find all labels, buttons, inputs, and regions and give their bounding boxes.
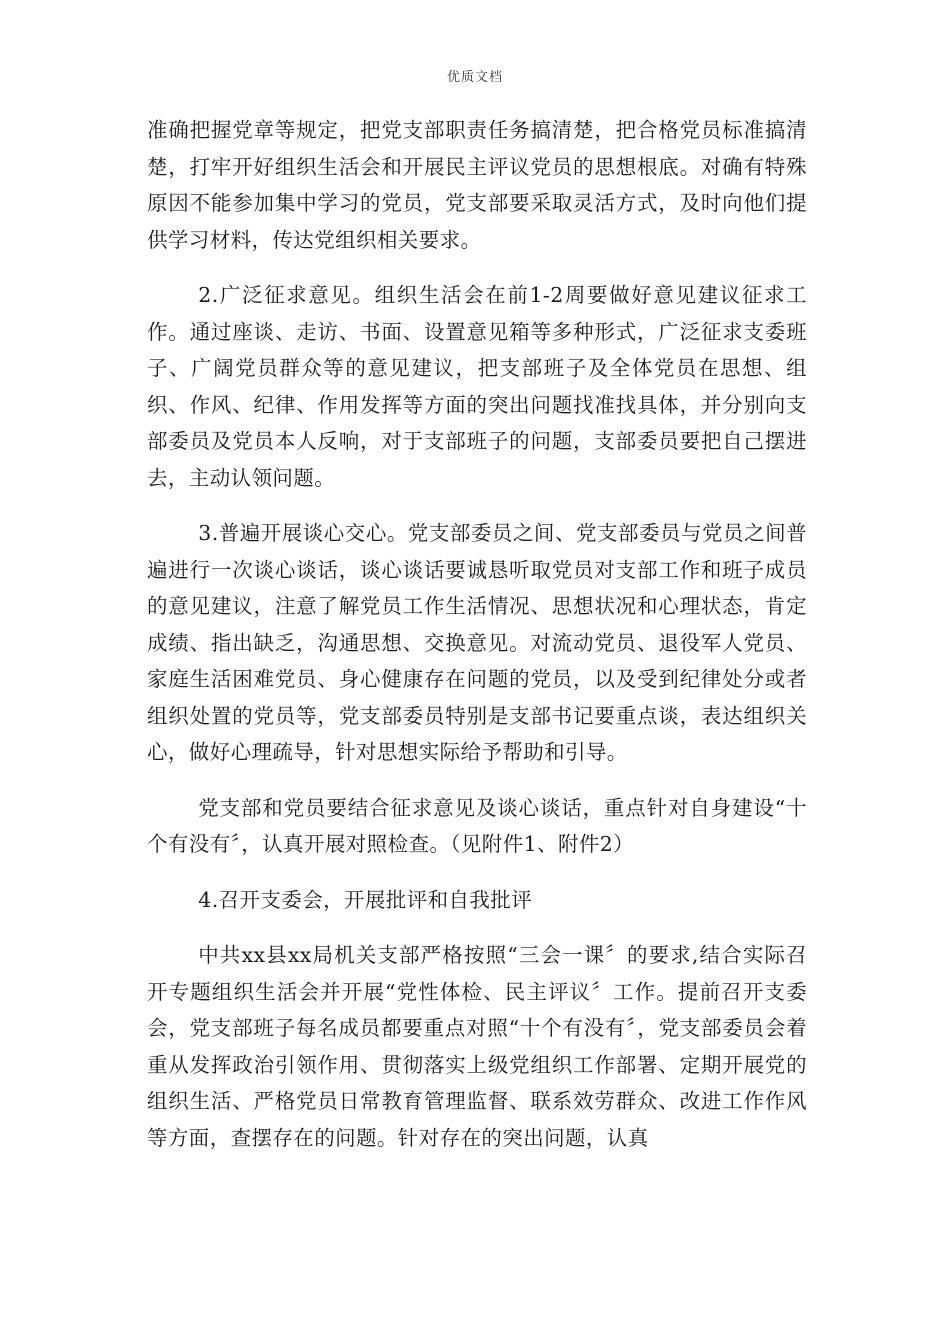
document-body (147, 112, 807, 1156)
section-heading-committee-meeting: 4.召开支委会，开展批评和自我批评 (198, 887, 533, 912)
paragraph-continuation: 准确把握党章等规定，把党支部职责任务搞清楚，把合格党员标准搞清楚，打牢开好组织生活会和开展民主评议党员的思想根底。对确有特殊原因不能参加集中学习的党员，党支部要采取灵活方式，及时向他们提供学习材料，传达党组织相关要求。 (147, 118, 807, 252)
paragraph-solicit-opinions: 2.广泛征求意见。组织生活会在前1-2周要做好意见建议征求工作。通过座谈、走访、书面、设置意见箱等多种形式，广泛征求支委班子、广阔党员群众等的意见建议，把支部班子及全体党员在思想、组织、作风、纪律、作用发挥等方面的突出问题找准找具体，并分别向支部委员及党员本人反响，对于支部班子的问题，支部委员要把自己摆进去，主动认领问题。 (147, 283, 807, 490)
paragraph-committee-meeting: 中共xx县xx局机关支部严格按照“三会一课〞的要求,结合实际召开专题组织生活会并开展“党性体检、民主评议〞工作。提前召开支委会，党支部班子每名成员都要重点对照“十个有没有〞，党支部委员会着重从发挥政治引领作用、贯彻落实上级党组织工作部署、定期开展党的组织生活、严格党员日常教育管理监督、联系效劳群众、改进工作作风等方面，查摆存在的问题。针对存在的突出问题，认真 (147, 943, 807, 1150)
paragraph-heart-to-heart-talks: 3.普遍开展谈心交心。党支部委员之间、党支部委员与党员之间普遍进行一次谈心谈话，谈心谈话要诚恳听取党员对支部工作和班子成员的意见建议，注意了解党员工作生活情况、思想状况和心理状态，肯定成绩、指出缺乏，沟通思想、交换意见。对流动党员、退役军人党员、家庭生活困难党员、身心健康存在问题的党员，以及受到纪律处分或者组织处置的党员等，党支部委员特别是支部书记要重点谈，表达组织关心，做好心理疏导，针对思想实际给予帮助和引导。 (147, 521, 807, 764)
page-header: 优质文档 (446, 70, 503, 85)
paragraph-self-inspection: 党支部和党员要结合征求意见及谈心谈话，重点针对自身建设“十个有没有〞，认真开展对照检查。（见附件1、附件2） (147, 795, 807, 856)
